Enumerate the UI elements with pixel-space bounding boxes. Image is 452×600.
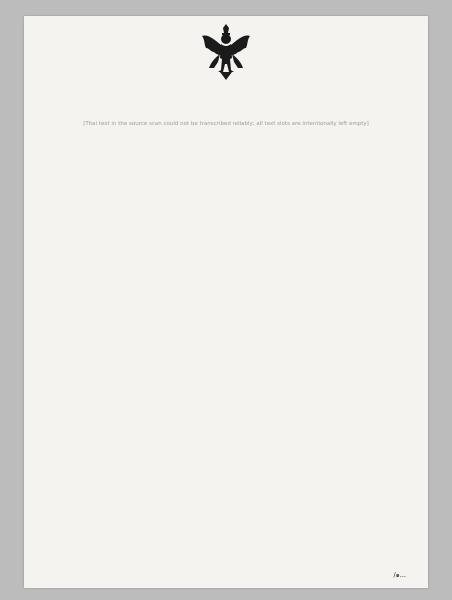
paragraph-1 bbox=[60, 142, 392, 208]
paragraph-line bbox=[60, 164, 392, 175]
paragraph-line bbox=[60, 210, 392, 221]
next-page-number: ๑ bbox=[395, 571, 400, 579]
paragraph-line bbox=[60, 511, 392, 522]
paragraph-4 bbox=[60, 434, 392, 588]
paragraph-line bbox=[60, 344, 392, 355]
paragraph-line bbox=[60, 142, 392, 153]
paragraph-line bbox=[60, 388, 392, 399]
paragraph-line bbox=[60, 489, 392, 500]
paragraph-2 bbox=[60, 210, 392, 342]
announcement-body bbox=[60, 142, 392, 588]
document-page bbox=[24, 16, 428, 588]
paragraph-line bbox=[60, 221, 392, 232]
paragraph-line bbox=[60, 232, 392, 243]
paragraph-line bbox=[60, 186, 392, 197]
paragraph-line bbox=[60, 577, 392, 588]
paragraph-3 bbox=[60, 344, 392, 432]
paragraph-line bbox=[60, 566, 392, 577]
paragraph-line bbox=[60, 377, 392, 388]
paragraph-line bbox=[60, 175, 392, 186]
paragraph-line bbox=[60, 421, 392, 432]
paragraph-line bbox=[60, 254, 392, 265]
paragraph-line bbox=[60, 287, 392, 298]
paragraph-line bbox=[60, 265, 392, 276]
heading-number bbox=[60, 106, 392, 118]
paragraph-line bbox=[60, 320, 392, 331]
paragraph-line bbox=[60, 309, 392, 320]
paragraph-line bbox=[60, 197, 392, 208]
next-page-ellipsis: ... bbox=[399, 571, 406, 579]
paragraph-line bbox=[60, 544, 392, 555]
paragraph-line bbox=[60, 298, 392, 309]
transcription-note: [Thai text in the source scan could not be transcribed reliably; all text slots are intentionally left empty] bbox=[83, 121, 369, 127]
paragraph-line bbox=[60, 445, 392, 456]
paragraph-line bbox=[60, 478, 392, 489]
paragraph-line bbox=[60, 500, 392, 511]
paragraph-line bbox=[60, 456, 392, 467]
paragraph-line bbox=[60, 355, 392, 366]
paragraph-line bbox=[60, 153, 392, 164]
paragraph-line bbox=[60, 276, 392, 287]
paragraph-line bbox=[60, 331, 392, 342]
paragraph-line bbox=[60, 410, 392, 421]
heading-title bbox=[60, 94, 392, 106]
paragraph-line bbox=[60, 243, 392, 254]
next-page-marker: /๑... bbox=[393, 571, 406, 579]
paragraph-line bbox=[60, 522, 392, 533]
paragraph-line bbox=[60, 399, 392, 410]
paragraph-line bbox=[60, 434, 392, 445]
paragraph-line bbox=[60, 467, 392, 478]
paragraph-line bbox=[60, 533, 392, 544]
paragraph-line bbox=[60, 555, 392, 566]
paragraph-line bbox=[60, 366, 392, 377]
garuda-emblem-icon bbox=[201, 24, 251, 80]
